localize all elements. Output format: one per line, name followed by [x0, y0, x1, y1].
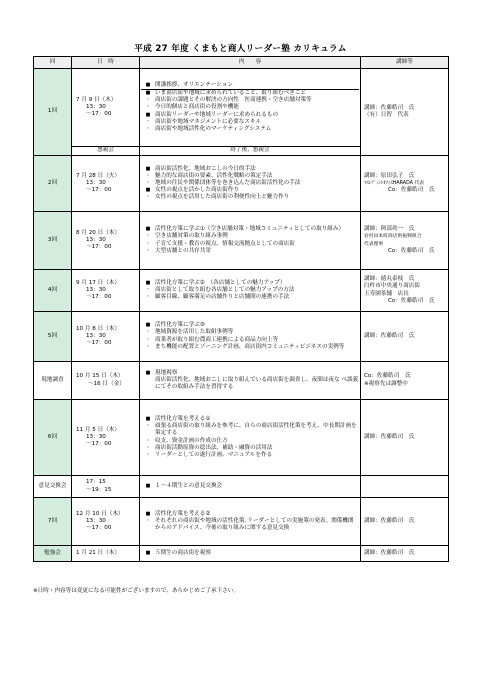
session-no: 4回: [34, 270, 72, 312]
session-content: ■ 開講挨拶、オリエンテーション ■ いま商店街や地域に求められていること、取り組むべきこと ・ 商店街の課題とその解決の方向性 医商連携・空き店舗対策等 ・ 今日的個店と商店街の役割や機能 ■ 商店街リーダーや地域リーダーに求められるもの ・ 商店街や地域マネジメントに必要なスキル ・ 商店街や地域活性化のマーケティングシステム: [140, 69, 361, 147]
session-row-field: [34, 362, 449, 400]
footnote: ※日時・内容等は変更になる可能性がございますので、あらかじめご了承下さい。: [33, 588, 239, 594]
header-lecturer: 講師等: [361, 57, 449, 69]
session-date: 1 月 21 日（木）: [72, 546, 140, 562]
header-no: 回: [34, 57, 72, 69]
session-no: 1回: [34, 69, 72, 156]
header-content: 内 容: [140, 57, 361, 69]
session-lecturer: 講師：佐藤皓司 氏: [361, 312, 449, 362]
header-row: [34, 57, 449, 69]
session-row-2: [34, 156, 449, 212]
session-date: 10 月 15 日（木） ～16 日（金）: [72, 362, 140, 400]
session-lecturer: 講師：佐藤皓司 氏: [361, 400, 449, 476]
session-lecturer: Co：佐藤皓司 氏 ※視察先は調整中: [361, 362, 449, 400]
session-row-6: [34, 400, 449, 476]
curriculum-table: [33, 56, 449, 562]
session-lecturer: 講師：阿部眞一 氏 岩村田本町商店街振興組合 代表理事 Co：佐藤皓司 氏: [361, 212, 449, 270]
session-lecturer: 講師：原田弘子 氏 ﾏｽﾚﾃﾞｨﾝﾄｵﾌｨｽHARADA 代表 Co：佐藤皓司 氏: [361, 156, 449, 212]
session-no: 意見交換会: [34, 476, 72, 498]
session-content: ■ 活性化方策に学ぶ② （各店舗としての魅力アップ） ・ 商店街として取り組む各店舗としての魅力アップの方法 ・ 顧客目線、顧客満足の店舗作りと店舗間の連携の手法: [140, 270, 361, 312]
session-date: 9 月 17 日（木） 13：30 ～17：00: [72, 270, 140, 312]
session-content: ■ 活性化方策に学ぶ③ ・ 地域資源を活用した取組事例等 ・ 商業者が取り組む農商工連携による商品力向上等 ・ まち機能の配置とゾーニング計画、商店街内コミュニティビジネスの実例等: [140, 312, 361, 362]
session-date: 10 月 8 日（木） 13：30 ～17：00: [72, 312, 140, 362]
session-lecturer: [361, 476, 449, 498]
session-date: 12 月 10 日（木） 13：30 ～17：00: [72, 498, 140, 546]
session-no: 7回: [34, 498, 72, 546]
session-no: 5回: [34, 312, 72, 362]
session-content: ■ 活性化方策を考える① ・ 頑張る商店街の取り組みを参考に、自らの商店街活性化策を考え、中長期計画を策定する ・ 収支、資金計画の作成の仕方 ・ 商店街活動原資の捻出法、補助・融資の活用法 ・ リーダーとしての遂行計画、マニュアルを作る: [140, 400, 361, 476]
session-date: 7 月 28 日（火） 13：30 ～17：00: [72, 156, 140, 212]
session-row-7: [34, 498, 449, 546]
session-lecturer: 講師：佐藤皓司 氏: [361, 498, 449, 546]
header-datetime: 日 時: [72, 57, 140, 69]
session-row-3: [34, 212, 449, 270]
session-subdate: 懇親会: [72, 147, 140, 156]
session-lecturer: 講師：佐藤皓司 氏 （有）日智 代表: [361, 69, 449, 156]
session-content: ■ １～４期生との意見交換会: [140, 476, 361, 498]
session-row-study: [34, 546, 449, 562]
session-content: ■ 活性化方策に学ぶ①（空き店舗対策・地域コミュニティとしての取り組み） ・ 空き店舗対策の取り組み事例 ・ 子育て支援・教育の視点、情報交流拠点としての商店街 ・ 大型店舗との共存共栄: [140, 212, 361, 270]
page-title: 平成 27 年度 くまもと商人リーダー塾 カリキュラム: [134, 44, 347, 54]
session-subcontent: 終了後、懇親会: [140, 147, 361, 156]
session-no: 勉強会: [34, 546, 72, 562]
session-row-5: [34, 312, 449, 362]
session-content: ■ ５期生の商店街を視察: [140, 546, 361, 562]
session-row-1: [34, 69, 449, 147]
session-no: 2回: [34, 156, 72, 212]
session-date: 11 月 5 日（木） 13：30 ～17：00: [72, 400, 140, 476]
session-row-4: [34, 270, 449, 312]
session-row-exchange: [34, 476, 449, 498]
session-lecturer: 講師：徳丸泰枝 氏 臼杵市中央通り商店街 玉寿園茶舗 店長 Co：佐藤皓司 氏: [361, 270, 449, 312]
session-content: ■ 現地視察 商店街活性化、地域おこしに取り組んでいる商店街を調査し、夜間は夜な べ談義にてその取組み手法を習得する: [140, 362, 361, 400]
session-content: ■ 商店街活性化、地域おこしの今日的手法 ・ 魅力的な商店街の要素、活性化戦略の策定手法 ・ 地域の住民や関係団体等を巻き込んだ商店街活性化の手法 ■ 女性の視点を活かした商店街作り ・ 女性の視点を活用した商店街の利便性向上と魅力作り: [140, 156, 361, 212]
session-date: 7 月 9 日（木） 13：30 ～17：00: [72, 69, 140, 147]
session-no: 現地調査: [34, 362, 72, 400]
session-date: 8 月 20 日（木） 13：30 ～17：00: [72, 212, 140, 270]
session-no: 6回: [34, 400, 72, 476]
session-no: 3回: [34, 212, 72, 270]
session-content: ■ 活性化方策を考える② ・ それぞれの商店街や地域の活性化策､リーダーとしての実施策の発表。関係機関からのアドバイス、今後の取り組みに関する意見交換: [140, 498, 361, 546]
session-date: 17：15 ～19：15: [72, 476, 140, 498]
session-lecturer: 講師：佐藤皓司 氏: [361, 546, 449, 562]
